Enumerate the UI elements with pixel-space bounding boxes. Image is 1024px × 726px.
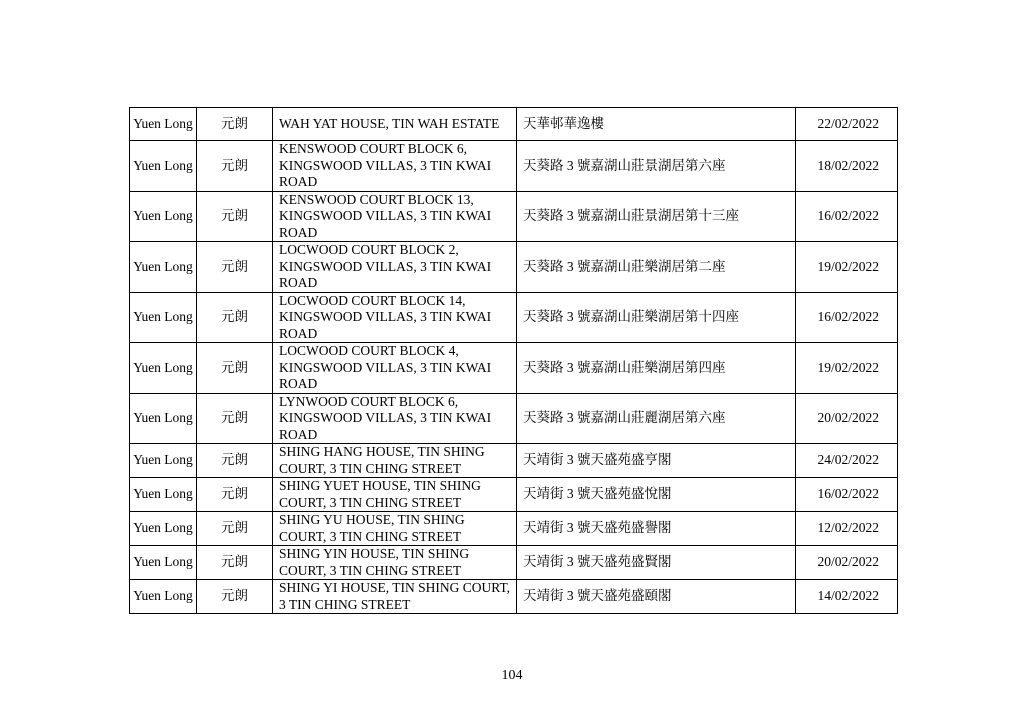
district-en-cell: Yuen Long — [130, 292, 197, 343]
building-name-en-cell: WAH YAT HOUSE, TIN WAH ESTATE — [273, 108, 517, 141]
date-cell: 19/02/2022 — [796, 343, 898, 394]
date-cell: 16/02/2022 — [796, 478, 898, 512]
table-row — [130, 393, 898, 444]
date-cell: 16/02/2022 — [796, 191, 898, 242]
district-en-cell: Yuen Long — [130, 343, 197, 394]
date-cell: 20/02/2022 — [796, 546, 898, 580]
district-zh-cell: 元朗 — [197, 292, 273, 343]
table-row — [130, 242, 898, 293]
building-name-zh-cell: 天葵路 3 號嘉湖山莊樂湖居第四座 — [517, 343, 796, 394]
table-row — [130, 580, 898, 614]
building-name-en-cell: SHING YI HOUSE, TIN SHING COURT, 3 TIN CHING STREET — [273, 580, 517, 614]
district-en-cell: Yuen Long — [130, 108, 197, 141]
date-cell: 18/02/2022 — [796, 141, 898, 192]
district-zh-cell: 元朗 — [197, 444, 273, 478]
building-name-en-cell: LOCWOOD COURT BLOCK 2, KINGSWOOD VILLAS, 3 TIN KWAI ROAD — [273, 242, 517, 293]
district-zh-cell: 元朗 — [197, 141, 273, 192]
district-zh-cell: 元朗 — [197, 580, 273, 614]
building-name-zh-cell: 天靖街 3 號天盛苑盛亨閣 — [517, 444, 796, 478]
building-name-en-cell: KENSWOOD COURT BLOCK 6, KINGSWOOD VILLAS, 3 TIN KWAI ROAD — [273, 141, 517, 192]
table-row — [130, 141, 898, 192]
building-name-zh-cell: 天華邨華逸樓 — [517, 108, 796, 141]
building-name-zh-cell: 天靖街 3 號天盛苑盛賢閣 — [517, 546, 796, 580]
building-name-en-cell: SHING YIN HOUSE, TIN SHING COURT, 3 TIN CHING STREET — [273, 546, 517, 580]
table-row — [130, 343, 898, 394]
building-name-zh-cell: 天葵路 3 號嘉湖山莊景湖居第六座 — [517, 141, 796, 192]
building-name-zh-cell: 天靖街 3 號天盛苑盛悅閣 — [517, 478, 796, 512]
date-cell: 16/02/2022 — [796, 292, 898, 343]
date-cell: 20/02/2022 — [796, 393, 898, 444]
building-name-en-cell: KENSWOOD COURT BLOCK 13, KINGSWOOD VILLAS, 3 TIN KWAI ROAD — [273, 191, 517, 242]
district-en-cell: Yuen Long — [130, 444, 197, 478]
district-zh-cell: 元朗 — [197, 191, 273, 242]
district-zh-cell: 元朗 — [197, 108, 273, 141]
district-en-cell: Yuen Long — [130, 478, 197, 512]
district-en-cell: Yuen Long — [130, 191, 197, 242]
building-name-zh-cell: 天葵路 3 號嘉湖山莊景湖居第十三座 — [517, 191, 796, 242]
district-en-cell: Yuen Long — [130, 580, 197, 614]
district-zh-cell: 元朗 — [197, 512, 273, 546]
district-en-cell: Yuen Long — [130, 242, 197, 293]
district-en-cell: Yuen Long — [130, 546, 197, 580]
date-cell: 24/02/2022 — [796, 444, 898, 478]
building-name-en-cell: SHING HANG HOUSE, TIN SHING COURT, 3 TIN CHING STREET — [273, 444, 517, 478]
building-name-zh-cell: 天靖街 3 號天盛苑盛頤閣 — [517, 580, 796, 614]
district-zh-cell: 元朗 — [197, 242, 273, 293]
table-row — [130, 292, 898, 343]
district-zh-cell: 元朗 — [197, 546, 273, 580]
building-name-en-cell: LOCWOOD COURT BLOCK 14, KINGSWOOD VILLAS, 3 TIN KWAI ROAD — [273, 292, 517, 343]
date-cell: 14/02/2022 — [796, 580, 898, 614]
district-zh-cell: 元朗 — [197, 343, 273, 394]
district-zh-cell: 元朗 — [197, 478, 273, 512]
building-name-zh-cell: 天葵路 3 號嘉湖山莊麗湖居第六座 — [517, 393, 796, 444]
page-number: 104 — [501, 668, 523, 683]
date-cell: 12/02/2022 — [796, 512, 898, 546]
table-row — [130, 191, 898, 242]
table-row — [130, 478, 898, 512]
date-cell: 19/02/2022 — [796, 242, 898, 293]
building-name-zh-cell: 天葵路 3 號嘉湖山莊樂湖居第二座 — [517, 242, 796, 293]
building-table — [129, 107, 898, 614]
date-cell: 22/02/2022 — [796, 108, 898, 141]
table-row — [130, 108, 898, 141]
district-zh-cell: 元朗 — [197, 393, 273, 444]
district-en-cell: Yuen Long — [130, 141, 197, 192]
table-row — [130, 546, 898, 580]
district-en-cell: Yuen Long — [130, 393, 197, 444]
building-name-en-cell: LOCWOOD COURT BLOCK 4, KINGSWOOD VILLAS, 3 TIN KWAI ROAD — [273, 343, 517, 394]
table-row — [130, 512, 898, 546]
building-table-body — [130, 108, 898, 614]
building-name-zh-cell: 天靖街 3 號天盛苑盛譽閣 — [517, 512, 796, 546]
building-name-zh-cell: 天葵路 3 號嘉湖山莊樂湖居第十四座 — [517, 292, 796, 343]
building-name-en-cell: SHING YUET HOUSE, TIN SHING COURT, 3 TIN CHING STREET — [273, 478, 517, 512]
district-en-cell: Yuen Long — [130, 512, 197, 546]
building-name-en-cell: LYNWOOD COURT BLOCK 6, KINGSWOOD VILLAS, 3 TIN KWAI ROAD — [273, 393, 517, 444]
table-row — [130, 444, 898, 478]
building-name-en-cell: SHING YU HOUSE, TIN SHING COURT, 3 TIN CHING STREET — [273, 512, 517, 546]
